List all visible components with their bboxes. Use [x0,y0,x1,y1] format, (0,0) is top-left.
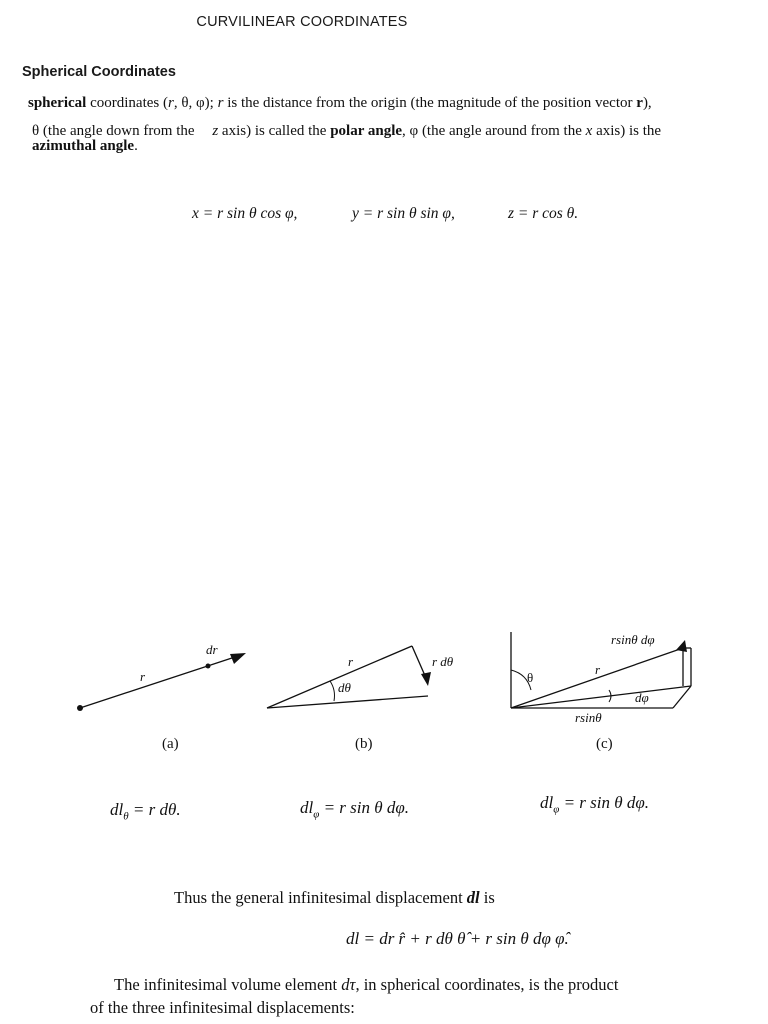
line-element-b: $dl_\varphi = r$ sin θ dφ. [300,798,410,821]
figure-c-caption: (c) [596,736,613,752]
line-element-a: $dl_\theta = r$ dθ. [110,800,181,823]
equation-z: z = r cos θ. [508,205,579,222]
running-header: CURVILINEAR COORDINATES [196,14,408,30]
figure-c-label-theta: θ [527,670,534,685]
figure-b-caption: (b) [355,736,373,752]
intro-line-1: spherical coordinates (r, θ, φ); r is the distance from the origin (the magnitude of the position vector r), [28,95,652,111]
term-azimuthal-angle: azimuthal angle [32,138,135,154]
general-displacement-sentence: Thus the general infinitesimal displacement dl is [174,888,495,907]
equation-x: x = r sin θ cos φ, [192,205,298,222]
intro-line-2: θ (the angle down from the z axis) is called the polar angle, φ (the angle around from the x axis) is the [32,123,662,139]
figure-b-label-dtheta: dθ [338,680,351,695]
figure-c-label-rsin: rsinθ [575,710,602,725]
term-spherical: spherical [28,95,87,111]
figure-b-label-rdtheta: r dθ [432,654,454,669]
figure-a-dr [70,638,260,718]
intro-line-3: azimuthal angle. [32,138,138,154]
figure-c-label-r: r [595,662,601,677]
figure-c-dphi [505,628,705,728]
general-displacement-formula: dl = dr r̂ + r dθ θ̂ + r sin θ dφ φ̂. [346,929,569,948]
line-element-c: $dl_\varphi = r$ sin θ dφ. [540,793,650,816]
figure-b-dtheta [262,638,482,718]
figure-a-label-r: r [140,669,146,684]
figure-a-label-dr: dr [206,642,218,657]
figure-c-label-rsindphi: rsinθ dφ [611,632,655,647]
figure-c-label-dphi: dφ [635,690,649,705]
term-polar-angle: polar angle [330,123,403,139]
figure-a-caption: (a) [162,736,179,752]
volume-line-2: of the three infinitesimal displacements: [90,998,355,1017]
section-title: Spherical Coordinates [22,64,176,80]
figure-b-label-r: r [348,654,354,669]
volume-line-1: The infinitesimal volume element dτ, in spherical coordinates, is the product [114,975,619,994]
equation-y: y = r sin θ sin φ, [352,205,455,222]
